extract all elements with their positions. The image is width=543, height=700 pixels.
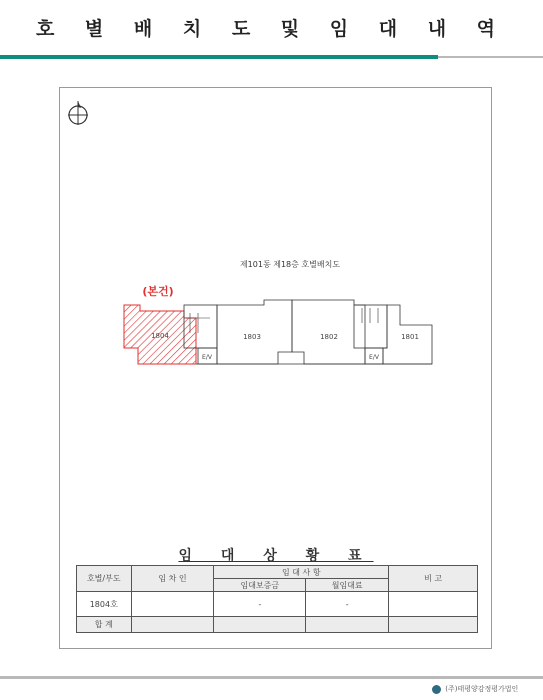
header-rule-gray bbox=[438, 56, 543, 58]
footer bbox=[432, 684, 518, 694]
lease-table-title: 임 대 상 황 표 bbox=[178, 548, 374, 564]
north-arrow-icon bbox=[66, 98, 92, 128]
header-rent: 월임대료 bbox=[306, 579, 389, 592]
subject-label: (본건) bbox=[142, 285, 174, 298]
unit-1803-area bbox=[217, 300, 292, 364]
page-title: 호 별 배 치 도 및 임 대 내 역 bbox=[35, 18, 508, 40]
unit-label-1803: 1803 bbox=[243, 333, 261, 341]
ev-label-right: E/V bbox=[369, 354, 379, 361]
ev-label-left: E/V bbox=[202, 354, 212, 361]
row-deposit: - bbox=[214, 592, 306, 616]
header-unit: 호별/부도 bbox=[77, 566, 132, 592]
row-rent: - bbox=[306, 592, 389, 616]
company-name: (주)태평양감정평가법인 bbox=[445, 685, 519, 693]
unit-label-1802: 1802 bbox=[320, 333, 338, 341]
row-tenant bbox=[131, 592, 214, 616]
company-logo-icon bbox=[432, 685, 441, 694]
header-deposit: 임대보증금 bbox=[214, 579, 306, 592]
plan-caption: 제101동 제18층 호별배치도 bbox=[239, 260, 341, 269]
header-note: 비 고 bbox=[389, 566, 478, 592]
unit-label-1801: 1801 bbox=[401, 333, 419, 341]
row-unit: 1804호 bbox=[77, 592, 132, 616]
table-row bbox=[77, 592, 478, 616]
floor-plan bbox=[110, 255, 440, 375]
header-contract: 임 대 사 항 bbox=[214, 566, 389, 579]
footer-rule bbox=[0, 676, 543, 679]
total-row bbox=[77, 616, 478, 632]
lease-status-table bbox=[76, 565, 478, 633]
header-tenant: 임 차 인 bbox=[131, 566, 214, 592]
stair-core-right bbox=[354, 305, 387, 348]
unit-label-1804: 1804 bbox=[151, 332, 169, 340]
total-label: 합 계 bbox=[77, 616, 132, 632]
row-note bbox=[389, 592, 478, 616]
header-rule bbox=[0, 55, 438, 59]
